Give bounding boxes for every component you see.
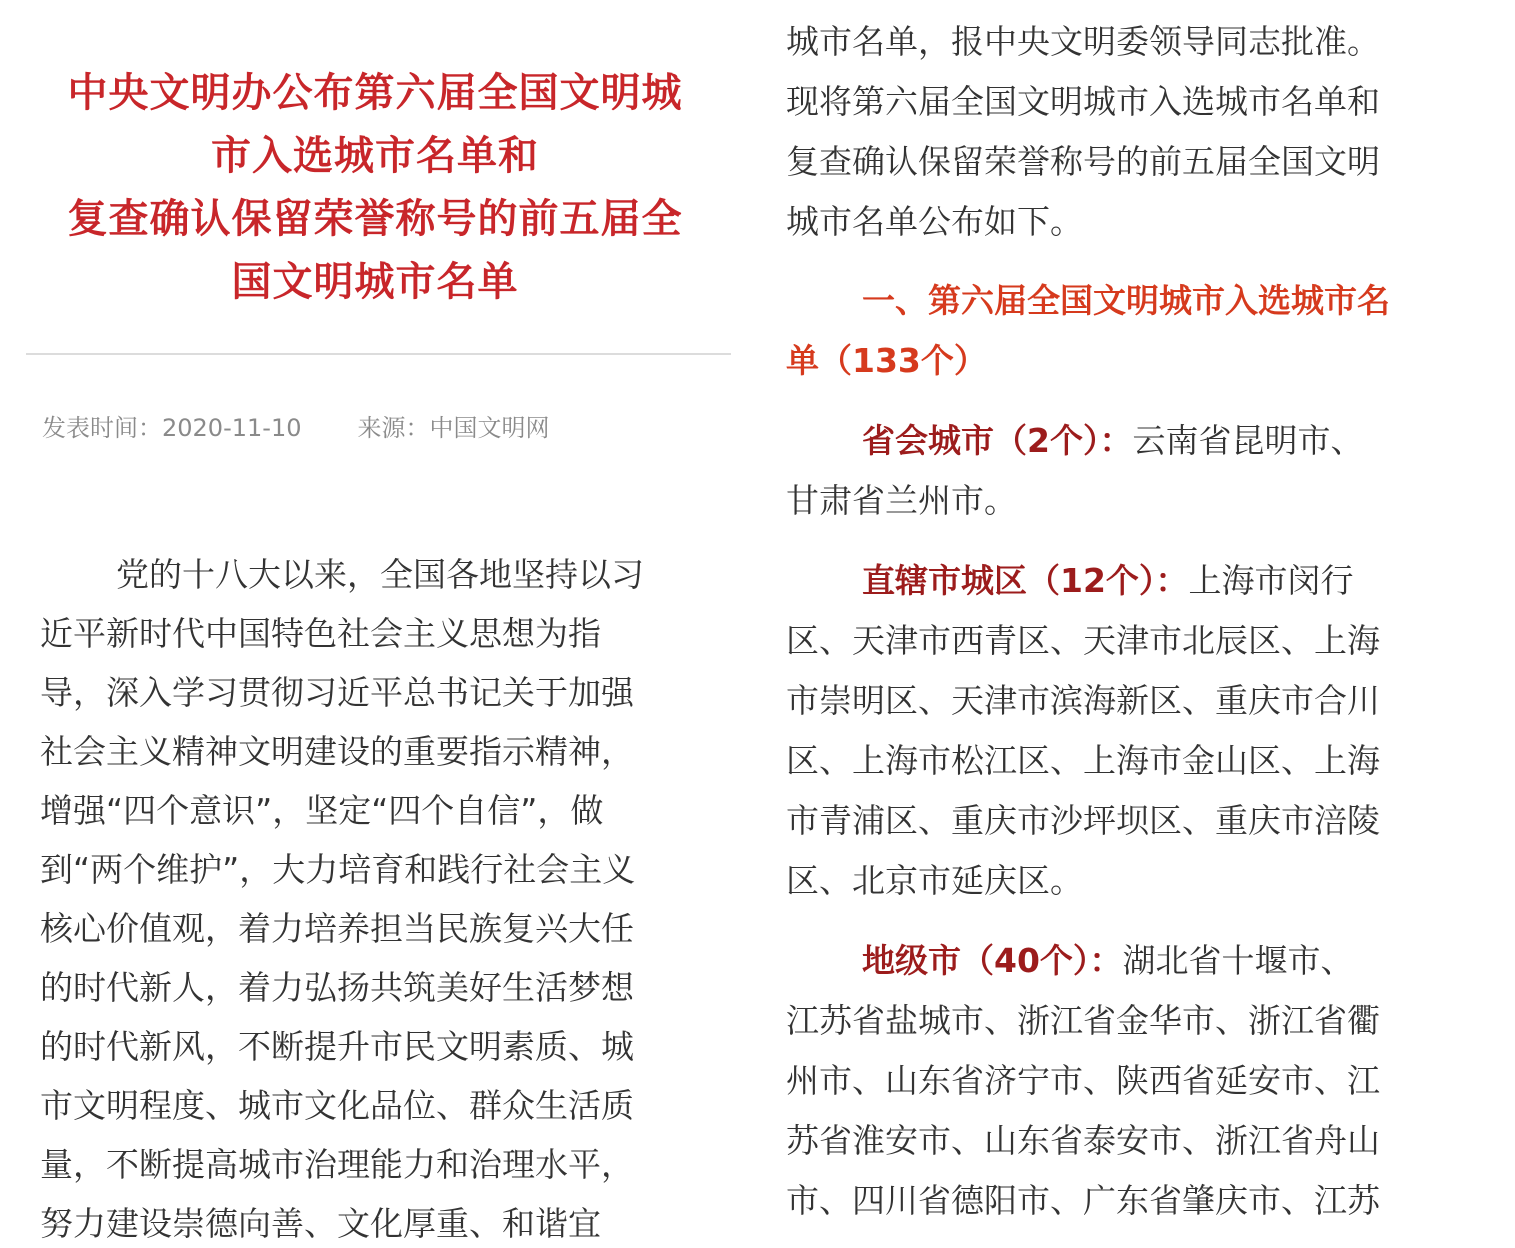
paragraph-line: 市崇明区、天津市滨海新区、重庆市合川 — [786, 681, 1380, 720]
paragraph-line: 市文明程度、城市文化品位、群众生活质 — [40, 1086, 634, 1125]
source-label: 来源： — [357, 414, 430, 442]
section-heading-line: 单（133个） — [786, 341, 987, 380]
prefecture-cities-paragraph — [786, 931, 1486, 1231]
publish-date-label: 发表时间： — [42, 414, 162, 442]
paragraph-line: 湖北省十堰市、 — [1122, 941, 1354, 980]
source-link[interactable]: 中国文明网 — [429, 414, 550, 442]
title-line: 复查确认保留荣誉称号的前五届全 — [67, 196, 683, 242]
paragraph-line: 城市名单，报中央文明委领导同志批准。 — [786, 22, 1380, 61]
paragraph-line: 近平新时代中国特色社会主义思想为指 — [40, 614, 601, 653]
article-title — [20, 62, 730, 314]
paragraph-line: 区、北京市延庆区。 — [786, 861, 1083, 900]
section-heading — [786, 271, 1486, 391]
paragraph-line: 甘肃省兰州市。 — [786, 481, 1017, 520]
prefecture-cities-label: 地级市（40个）： — [862, 941, 1123, 980]
title-line: 国文明城市名单 — [231, 259, 519, 305]
paragraph-line: 江苏省盐城市、浙江省金华市、浙江省衢 — [786, 1001, 1380, 1040]
paragraph-line: 市青浦区、重庆市沙坪坝区、重庆市涪陵 — [786, 801, 1380, 840]
paragraph-line: 的时代新风，不断提升市民文明素质、城 — [40, 1027, 634, 1066]
provincial-capitals-paragraph — [786, 411, 1486, 531]
provincial-capitals-label: 省会城市（2个）： — [862, 421, 1133, 460]
paragraph-line: 增强“四个意识”，坚定“四个自信”，做 — [40, 791, 604, 830]
paragraph-line: 复查确认保留荣誉称号的前五届全国文明 — [786, 142, 1380, 181]
section-heading-line: 一、第六届全国文明城市入选城市名 — [862, 281, 1390, 320]
paragraph-line: 区、天津市西青区、天津市北辰区、上海 — [786, 621, 1380, 660]
paragraph-line: 区、上海市松江区、上海市金山区、上海 — [786, 741, 1380, 780]
title-line: 市入选城市名单和 — [211, 133, 539, 179]
paragraph-line: 现将第六届全国文明城市入选城市名单和 — [786, 82, 1380, 121]
paragraph-line: 的时代新人，着力弘扬共筑美好生活梦想 — [40, 968, 634, 1007]
paragraph-line: 云南省昆明市、 — [1132, 421, 1364, 460]
article-right-page — [760, 0, 1515, 1248]
paragraph-line: 上海市闵行 — [1188, 561, 1354, 600]
paragraph-line: 市、四川省德阳市、广东省肇庆市、江苏 — [786, 1181, 1380, 1220]
paragraph-line: 努力建设崇德向善、文化厚重、和谐宜 — [40, 1204, 601, 1243]
article-intro-paragraph — [40, 545, 720, 1248]
title-divider — [26, 353, 731, 355]
paragraph-line: 到“两个维护”，大力培育和践行社会主义 — [40, 850, 636, 889]
article-meta — [42, 408, 549, 443]
paragraph-line: 苏省淮安市、山东省泰安市、浙江省舟山 — [786, 1121, 1380, 1160]
paragraph-line: 导，深入学习贯彻习近平总书记关于加强 — [40, 673, 634, 712]
publish-date: 2020-11-10 — [162, 414, 302, 442]
municipal-districts-paragraph — [786, 551, 1486, 911]
paragraph-line: 核心价值观，着力培养担当民族复兴大任 — [40, 909, 634, 948]
paragraph-line: 党的十八大以来，全国各地坚持以习 — [116, 555, 644, 594]
paragraph-line: 量，不断提高城市治理能力和治理水平， — [40, 1145, 634, 1184]
continued-paragraph — [786, 12, 1486, 252]
paragraph-line: 社会主义精神文明建设的重要指示精神， — [40, 732, 634, 771]
paragraph-line: 州市、山东省济宁市、陕西省延安市、江 — [786, 1061, 1380, 1100]
title-line: 中央文明办公布第六届全国文明城 — [67, 70, 683, 116]
municipal-districts-label: 直辖市城区（12个）： — [862, 561, 1189, 600]
paragraph-line: 城市名单公布如下。 — [786, 202, 1083, 241]
